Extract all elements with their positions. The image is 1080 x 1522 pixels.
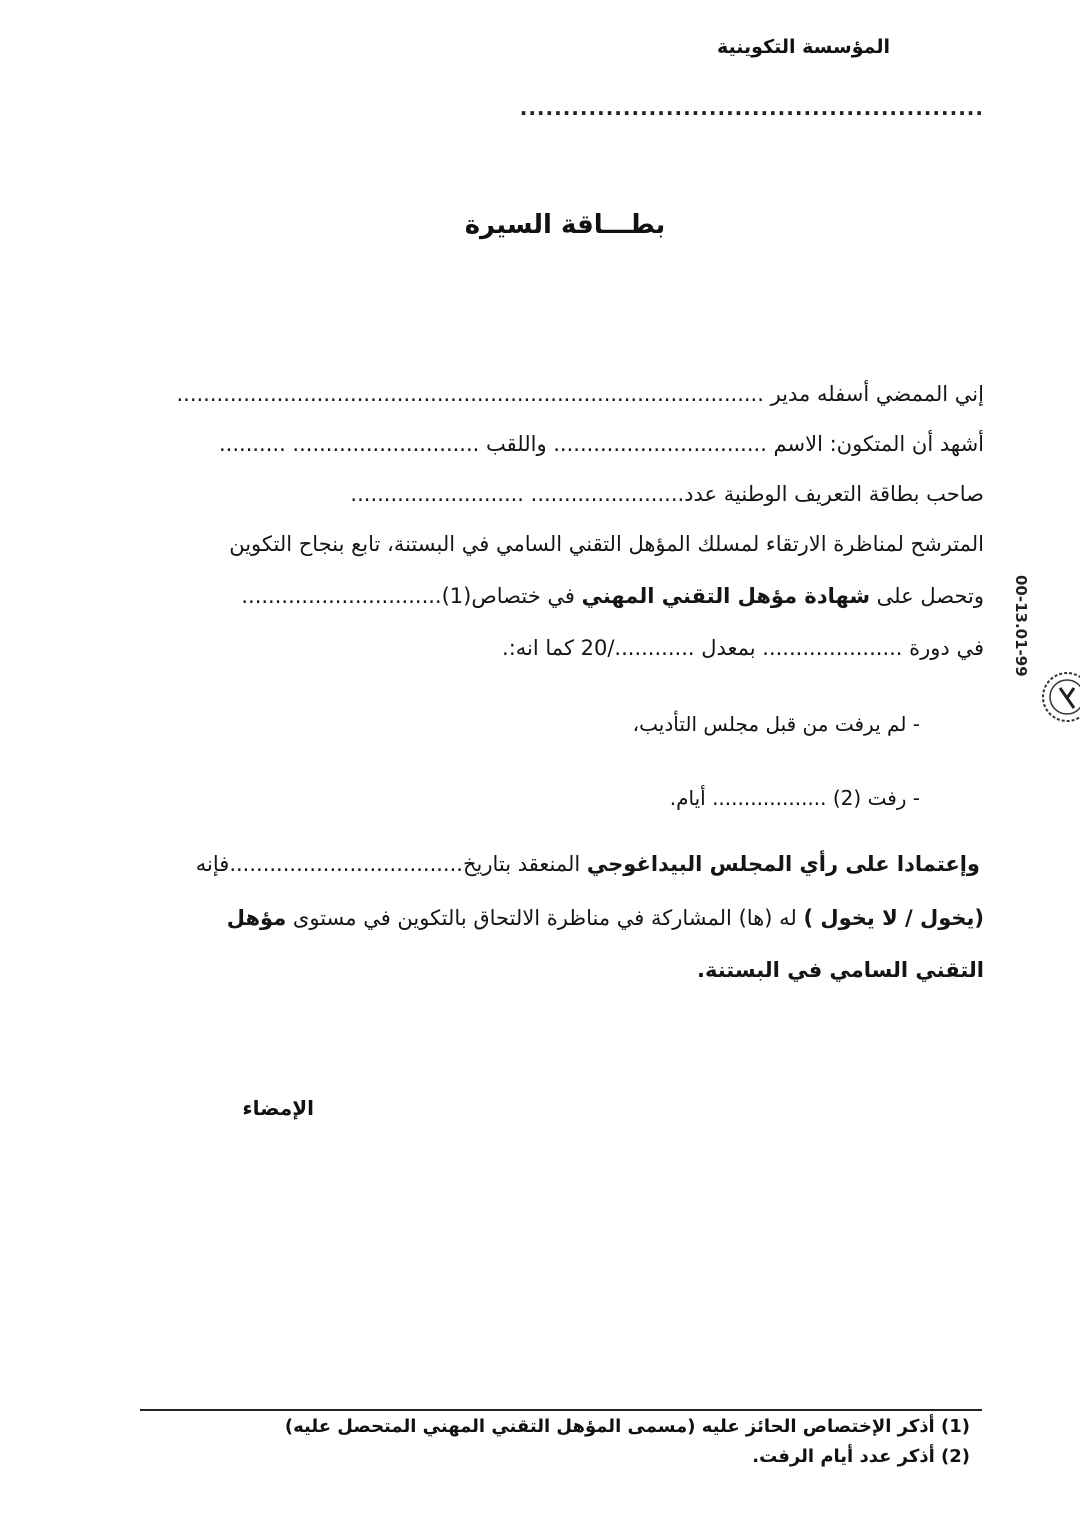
footnote-divider [140, 1409, 982, 1411]
authorization-choice: (يخول / لا يخول ) [803, 906, 984, 930]
council-prefix: وإعتمادا على رأي [792, 852, 980, 876]
certificate-prefix: وتحصل على [870, 584, 984, 608]
council-name: المجلس البيداغوجي [586, 852, 793, 876]
body-line-trainee-name: أشهد أن المتكون: الاسم ................................ واللقب ............................ .......... [219, 432, 984, 456]
bullet-dismissed-days: - رفت (2) .................. أيام. [669, 786, 920, 810]
body-line-director: إني الممضي أسفله مدير ........................................................................................ [176, 382, 984, 406]
institution-blank: ...................................................... [519, 96, 984, 120]
footnote-1: (1) أذكر الإختصاص الحائز عليه (مسمى المؤهل التقني المهني المتحصل عليه) [284, 1416, 970, 1437]
body-line-qualification: التقني السامي في البستنة. [697, 958, 984, 982]
authorization-text: له (ها) المشاركة في مناظرة الالتحاق بالتكوين في مستوى [286, 906, 804, 930]
authorization-level: مؤهل [226, 906, 287, 930]
signature-label: الإمضاء [242, 1096, 314, 1120]
body-line-council [196, 852, 980, 876]
body-line-certificate [241, 584, 984, 608]
certificate-name: شهادة مؤهل التقني المهني [581, 584, 870, 608]
certificate-speciality: في ختصاص(1).............................. [241, 584, 582, 608]
body-line-authorization [227, 906, 984, 930]
institution-label: المؤسسة التكوينية [717, 36, 890, 58]
bullet-not-dismissed: - لم يرفت من قبل مجلس التأديب، [632, 712, 920, 736]
body-line-session: في دورة ..................... بمعدل ............/20 كما انه:. [502, 636, 984, 660]
body-line-id-card: صاحب بطاقة التعريف الوطنية عدد....................... .......................... [350, 482, 984, 506]
footnote-2: (2) أذكر عدد أيام الرفت. [752, 1446, 970, 1467]
stamp-icon [1038, 668, 1080, 726]
council-date: المنعقد بتاريخ...................................فإنه [195, 852, 587, 876]
document-title: بطـــاقة السيرة [464, 210, 666, 240]
body-line-candidate: المترشح لمناظرة الارتقاء لمسلك المؤهل التقني السامي في البستنة، تابع بنجاح التكوين [229, 532, 984, 556]
document-code: 00-13.01-99 [1012, 575, 1030, 677]
